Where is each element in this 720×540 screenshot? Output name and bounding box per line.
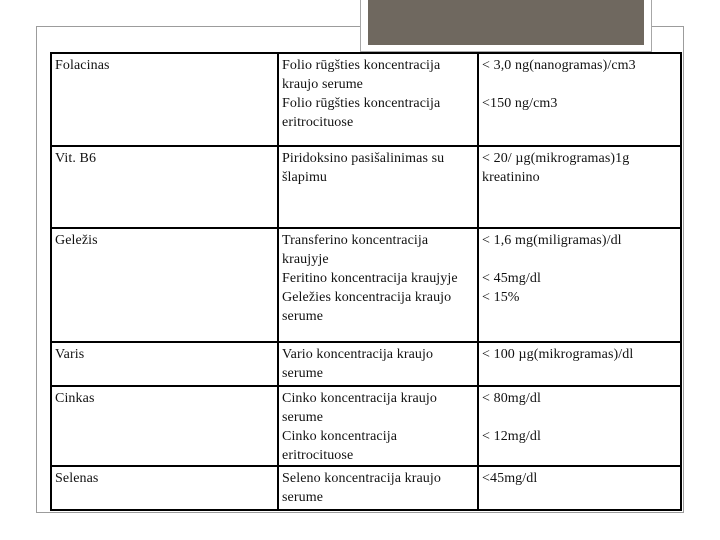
test-line: Folio rūgšties koncentracija (282, 58, 441, 73)
norm-line: <45mg/dl (482, 471, 538, 486)
norm-line: < 12mg/dl (482, 429, 541, 444)
nutrient-name: Varis (55, 347, 85, 362)
test-cell (278, 466, 478, 510)
nutrient-name: Geležis (55, 233, 98, 248)
nutrient-name: Selenas (55, 471, 99, 486)
norm-cell (478, 386, 681, 466)
table-row (51, 53, 681, 146)
norm-line: < 15% (482, 290, 520, 305)
test-line: serume (282, 410, 324, 425)
table-row (51, 466, 681, 510)
nutrient-cell (51, 342, 278, 386)
nutrient-cell (51, 466, 278, 510)
test-line: serume (282, 366, 324, 381)
test-line: Feritino koncentracija kraujyje (282, 271, 458, 286)
test-line: Vario koncentracija kraujo (282, 347, 434, 362)
test-cell (278, 342, 478, 386)
test-cell (278, 228, 478, 342)
nutrient-cell (51, 228, 278, 342)
nutrient-name: Vit. B6 (55, 151, 97, 166)
title-tab-fill (368, 0, 644, 45)
test-line: Seleno koncentracija kraujo (282, 471, 441, 486)
test-cell (278, 53, 478, 146)
norm-line: < 100 µg(mikrogramas)/dl (482, 347, 634, 362)
norm-line: <150 ng/cm3 (482, 96, 558, 111)
table-row (51, 146, 681, 228)
nutrient-cell (51, 53, 278, 146)
nutrient-name: Cinkas (55, 391, 95, 406)
nutrient-name: Folacinas (55, 58, 110, 73)
test-line: šlapimu (282, 170, 328, 185)
norm-cell (478, 53, 681, 146)
norm-line: < 80mg/dl (482, 391, 541, 406)
norm-line: < 1,6 mg(miligramas)/dl (482, 233, 622, 248)
test-line: Cinko koncentracija (282, 429, 398, 444)
test-line: Geležies koncentracija kraujo (282, 290, 452, 305)
norm-line: < 45mg/dl (482, 271, 541, 286)
nutrient-table (50, 52, 682, 511)
norm-line: kreatinino (482, 170, 540, 185)
test-line: kraujyje (282, 252, 329, 267)
test-line: serume (282, 309, 324, 324)
table-row (51, 386, 681, 466)
test-line: serume (282, 490, 324, 505)
test-cell (278, 386, 478, 466)
norm-line: < 3,0 ng(nanogramas)/cm3 (482, 58, 636, 73)
test-line: Folio rūgšties koncentracija (282, 96, 441, 111)
table-row (51, 228, 681, 342)
table-row (51, 342, 681, 386)
test-line: Transferino koncentracija (282, 233, 429, 248)
test-line: kraujo serume (282, 77, 363, 92)
norm-cell (478, 342, 681, 386)
test-cell (278, 146, 478, 228)
norm-cell (478, 228, 681, 342)
norm-cell (478, 146, 681, 228)
test-line: Cinko koncentracija kraujo (282, 391, 437, 406)
norm-line: < 20/ µg(mikrogramas)1g (482, 151, 630, 166)
norm-cell (478, 466, 681, 510)
test-line: eritrocituose (282, 448, 354, 463)
test-line: eritrocituose (282, 115, 354, 130)
title-tab (360, 0, 652, 52)
nutrient-cell (51, 386, 278, 466)
nutrient-cell (51, 146, 278, 228)
test-line: Piridoksino pasišalinimas su (282, 151, 445, 166)
